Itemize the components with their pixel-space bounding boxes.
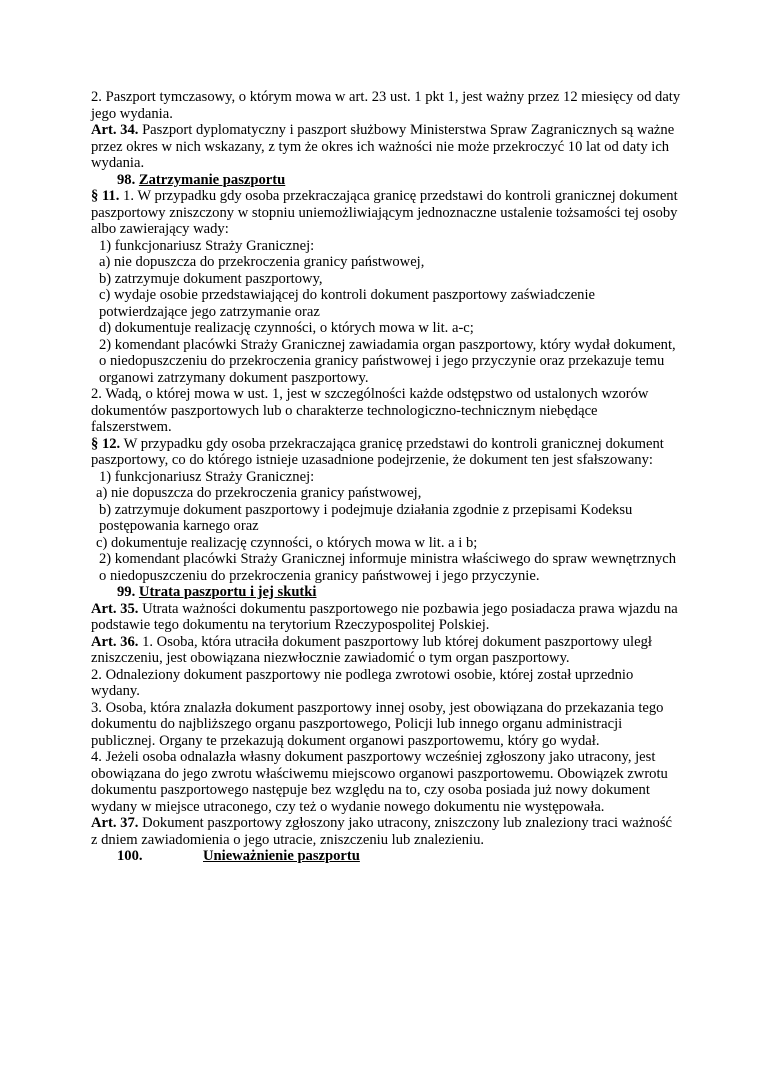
art36-paragraph-2: 2. Odnaleziony dokument paszportowy nie podlega zwrotowi osobie, której został uprzednio wydany. [91,666,634,699]
section-title: Zatrzymanie paszportu [138,171,286,188]
paragraph-label: § 11. [91,188,120,204]
s12-item-c: c) dokumentuje realizację czynności, o których mowa w lit. a i b; [96,534,478,551]
article-label: Art. 34. [91,122,139,138]
section-heading-100 [91,848,681,865]
art36-paragraph-4: 4. Jeżeli osoba odnalazła własny dokument paszportowy wcześniej zgłoszony jako utracony, jest obowiązana do jego zwrotu właściwemu miejscowo organowi paszportowemu. Obowiązek zwrotu dokumentu paszportowego następuje bez względu na to, czy osoba posiada już nowy dokument wydany w miejsce utraconego, czy też o wydanie nowego dokumentu nie występowała. [91,749,668,815]
article-label: Art. 35. [91,600,139,617]
article-34 [91,122,681,172]
s11-item-1: 1) funkcjonariusz Straży Granicznej: [99,237,315,254]
section-title: Utrata paszportu i jej skutki [138,584,317,600]
article-text: Paszport dyplomatyczny i paszport służbowy Ministerstwa Spraw Zagranicznych są ważne przez okres w nich wskazany, z tym że okres ich ważności nie może przekroczyć 10 lat od daty ich wydania. [91,122,675,171]
s11-item-2: 2) komendant placówki Straży Granicznej zawiadamia organ paszportowy, który wydał dokument, o niedopuszczeniu do przekroczenia granicy państwowej i jego przyczynie oraz przekazuje temu organowi zatrzymany dokument paszportowy. [99,336,676,386]
article-36 [91,634,681,667]
section-heading-98 [91,172,681,189]
paragraph-s11 [91,188,681,238]
s11-item-a: a) nie dopuszcza do przekroczenia granicy państwowej, [99,254,425,270]
article-text: Utrata ważności dokumentu paszportowego nie pozbawia jego posiadacza prawa wjazdu na podstawie tego dokumentu na terytorium Rzeczypospolitej Polskiej. [91,600,678,633]
section-number: 98. [117,171,136,188]
section-number: 100. [117,848,143,864]
s11-item-b: b) zatrzymuje dokument paszportowy, [99,270,323,287]
paragraph-text: W przypadku gdy osoba przekraczająca granicę przedstawi do kontroli granicznej dokument paszportowy, co do którego istnieje uzasadnione podejrzenie, że dokument ten jest sfałszowany: [91,435,664,468]
s12-item-2: 2) komendant placówki Straży Granicznej informuje ministra właściwego do spraw wewnętrznych o niedopuszczeniu do przekroczenia granicy państwowej i jego przyczynie. [99,551,677,584]
article-text: 1. Osoba, która utraciła dokument paszportowy lub której dokument paszportowy uległ zniszczeniu, jest obowiązana niezwłocznie zawiadomić o tym organ paszportowy. [91,633,652,666]
section-heading-99 [91,584,681,601]
article-label: Art. 36. [91,633,139,650]
paragraph-art23-2: 2. Paszport tymczasowy, o którym mowa w art. 23 ust. 1 pkt 1, jest ważny przez 12 miesięcy od daty jego wydania. [91,89,681,122]
s11-item-c: c) wydaje osobie przedstawiającej do kontroli dokument paszportowy zaświadczenie potwierdzające jego zatrzymanie oraz [99,287,596,320]
article-label: Art. 37. [91,815,139,831]
paragraph-text: 1. W przypadku gdy osoba przekraczająca granicę przedstawi do kontroli granicznej dokument paszportowy zniszczony w stopniu uniemożliwiającym jednoznaczne ustalenie tożsamości tej osoby albo zawierający wady: [91,188,678,237]
paragraph-s12 [91,436,681,469]
article-37 [91,815,681,848]
section-number: 99. [117,584,136,600]
document-page [91,89,681,865]
s12-item-b: b) zatrzymuje dokument paszportowy i podejmuje działania zgodnie z przepisami Kodeksu postępowania karnego oraz [99,501,633,534]
s12-item-a: a) nie dopuszcza do przekroczenia granicy państwowej, [96,485,422,501]
art36-paragraph-3: 3. Osoba, która znalazła dokument paszportowy innej osoby, jest obowiązana do przekazania tego dokumentu do najbliższego organu paszportowego, Policji lub innego organu administracji publicznej. Organy te przekazują dokument organowi paszportowemu, który go wydał. [91,699,664,749]
article-text: Dokument paszportowy zgłoszony jako utracony, zniszczony lub znaleziony traci ważność z dniem zawiadomienia o jego utracie, zniszczeniu lub znalezieniu. [91,815,672,848]
s11-paragraph-2: 2. Wadą, o której mowa w ust. 1, jest w szczególności każde odstępstwo od ustalonych wzorów dokumentów paszportowych lub o charakterze technologiczno-technicznym niebędące falszerstwem. [91,386,649,435]
s11-item-d: d) dokumentuje realizację czynności, o których mowa w lit. a-c; [99,320,474,336]
section-title: Unieważnienie paszportu [203,848,360,864]
s12-item-1: 1) funkcjonariusz Straży Granicznej: [99,468,315,485]
paragraph-label: § 12. [91,435,121,452]
article-35 [91,601,681,634]
